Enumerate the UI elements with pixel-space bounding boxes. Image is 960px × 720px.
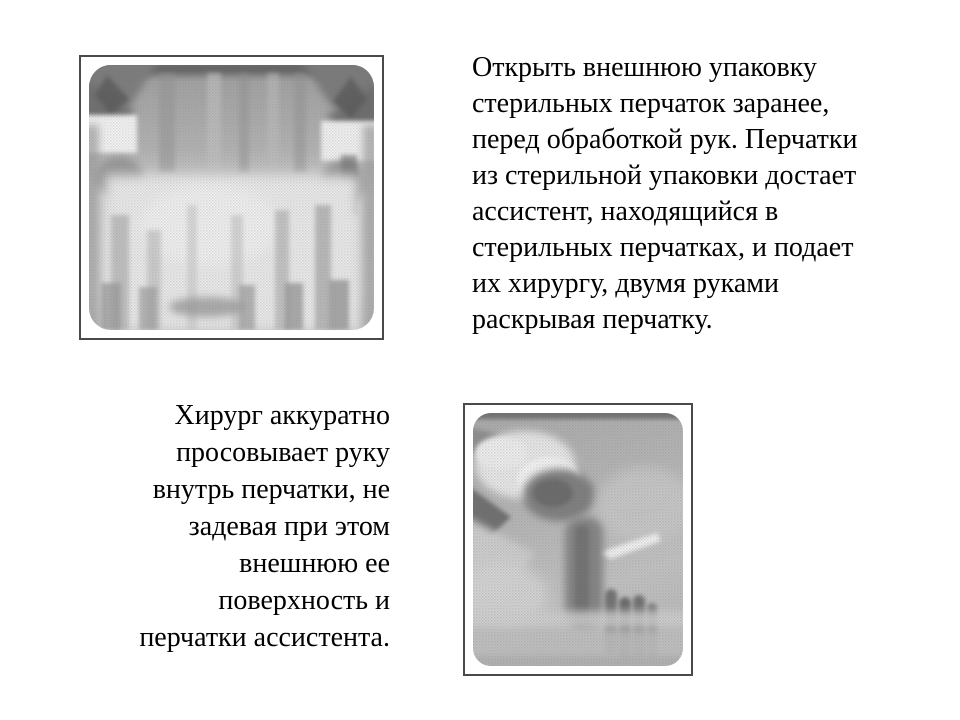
gloving-photo-graphic bbox=[473, 413, 683, 666]
instruction-open-package-text: Открыть внешнюю упаковку стерильных перчаток заранее, перед обработкой рук. Перчатки из стерильной упаковки достает ассистент, находящийся в стерильных перчатках, и подает их хирургу, двумя руками раскрывая перчатку. bbox=[472, 52, 858, 335]
surgeon-gloving-photo bbox=[463, 403, 693, 676]
instruction-surgeon-gloving-text: Хирург аккуратно просовывает руку внутрь перчатки, не задевая при этом внешнюю ее поверхность и перчатки ассистента. bbox=[139, 400, 390, 653]
glove-package-photo-graphic bbox=[89, 65, 374, 330]
sterile-glove-package-photo bbox=[79, 55, 384, 340]
